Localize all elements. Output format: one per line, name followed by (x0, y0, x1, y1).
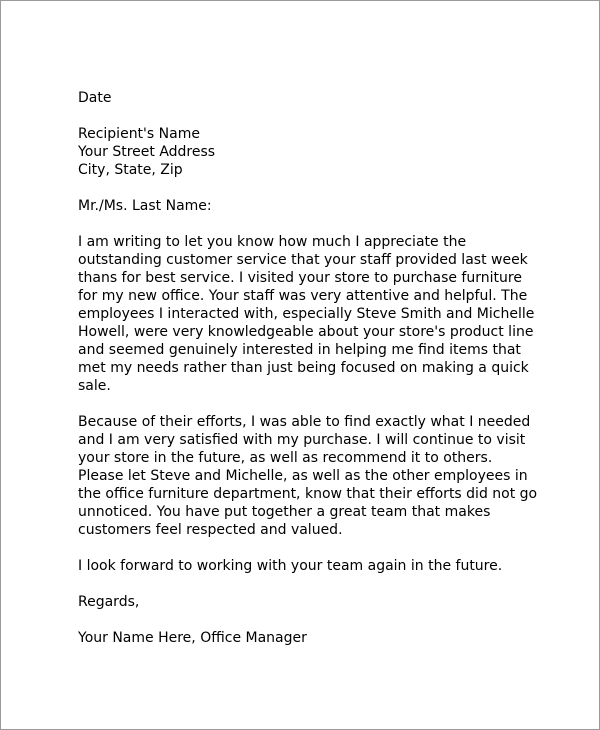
paragraph-line: sale. (78, 378, 111, 394)
signature-text: Your Name Here, Office Manager (78, 630, 307, 646)
paragraph-line: and seemed genuinely interested in helping me find items that (78, 342, 521, 358)
paragraph-line: outstanding customer service that your staff provided last week (78, 252, 528, 268)
paragraph-line: your store in the future, as well as recommend it to others. (78, 450, 493, 466)
paragraph-3 (78, 557, 548, 575)
paragraph-line: Because of their efforts, I was able to find exactly what I needed (78, 414, 531, 430)
paragraph-line: the office furniture department, know that their efforts did not go (78, 486, 538, 502)
date-text: Date (78, 90, 112, 106)
signature (78, 629, 548, 647)
recipient-street: Your Street Address (78, 144, 216, 160)
recipient-name: Recipient's Name (78, 126, 200, 142)
paragraph-line: Howell, were very knowledgeable about your store's product line (78, 324, 534, 340)
paragraph-line: I am writing to let you know how much I appreciate the (78, 234, 467, 250)
paragraph-line: Please let Steve and Michelle, as well as the other employees in (78, 468, 528, 484)
paragraph-line: employees I interacted with, especially Steve Smith and Michelle (78, 306, 535, 322)
paragraph-line: unnoticed. You have put together a great team that makes (78, 504, 491, 520)
paragraph-line: for my new office. Your staff was very attentive and helpful. The (78, 288, 528, 304)
paragraph-line: I look forward to working with your team again in the future. (78, 558, 503, 574)
paragraph-line: thans for best service. I visited your store to purchase furniture (78, 270, 522, 286)
recipient-city-state-zip: City, State, Zip (78, 162, 183, 178)
paragraph-2 (78, 413, 548, 539)
closing (78, 593, 548, 611)
closing-text: Regards, (78, 594, 140, 610)
salutation (78, 197, 548, 215)
paragraph-1 (78, 233, 548, 395)
date-line (78, 89, 548, 107)
paragraph-line: met my needs rather than just being focused on making a quick (78, 360, 529, 376)
paragraph-line: customers feel respected and valued. (78, 522, 343, 538)
paragraph-line: and I am very satisfied with my purchase. I will continue to visit (78, 432, 526, 448)
letter-body (78, 89, 548, 665)
salutation-text: Mr./Ms. Last Name: (78, 198, 212, 214)
recipient-address (78, 125, 548, 179)
